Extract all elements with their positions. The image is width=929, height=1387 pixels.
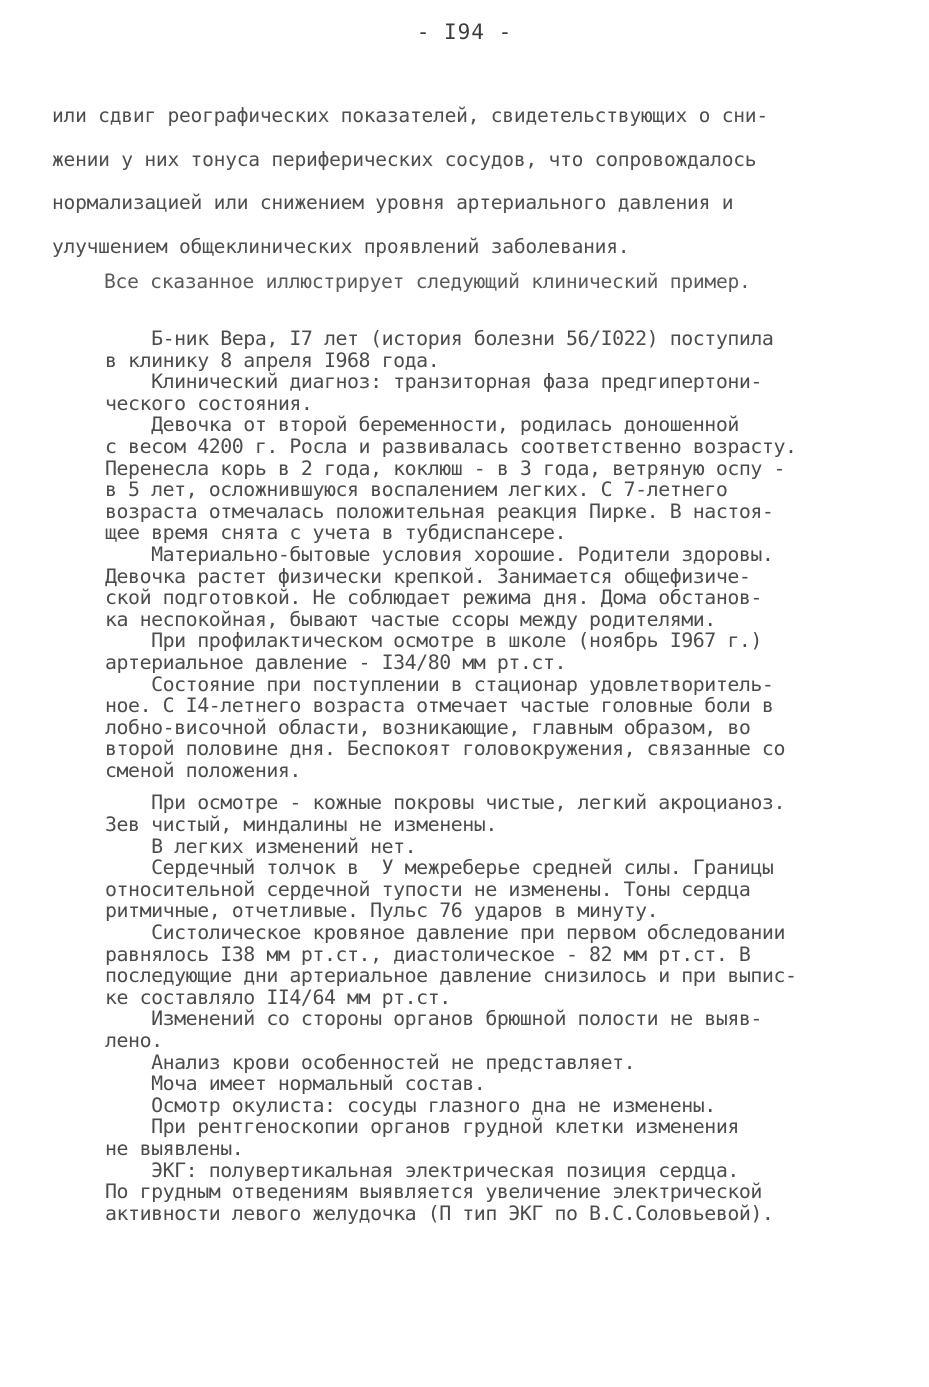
text-line: жении у них тонуса периферических сосудов, что сопровождалось [52, 147, 757, 171]
case-text-line: При профилактическом осмотре в школе (ноябрь I967 г.) [105, 629, 762, 653]
text-line: нормализацией или снижением уровня артериального давления и [52, 191, 734, 214]
case-text-line: последующие дни артериальное давление снизилось и при выпис- [105, 964, 797, 988]
case-text-line: ке составляло II4/64 мм рт.ст. [105, 985, 451, 1009]
case-text-line: лено. [105, 1029, 163, 1052]
case-text-line: ное. С I4-летнего возраста отмечает частые головные боли в [105, 694, 774, 718]
case-text-line: в 5 лет, осложнившуюся воспалением легких. С 7-летнего [105, 478, 728, 502]
case-text-line: второй половине дня. Беспокоят головокружения, связанные со [105, 737, 785, 761]
case-text-line: Осмотр окулиста: сосуды глазного дна не изменены. [105, 1093, 716, 1117]
case-text-line: ЭКГ: полувертикальная электрическая позиция сердца. [105, 1158, 739, 1182]
case-text-line: При осмотре - кожные покровы чистые, легкий акроцианоз. [105, 791, 785, 815]
case-text-line: Моча имеет нормальный состав. [105, 1072, 486, 1096]
case-text-line: Клинический диагноз: транзиторная фаза предгипертони- [105, 370, 762, 394]
case-text-line: Сердечный толчок в У межреберье средней силы. Границы [105, 856, 774, 880]
page-number: - I94 - [416, 20, 513, 44]
case-text-line: Изменений со стороны органов брюшной полости не выяв- [105, 1007, 762, 1031]
case-text-line: Систолическое кровяное давление при первом обследовании [105, 921, 785, 945]
case-text-line: Состояние при поступлении в стационар удовлетворитель- [105, 672, 774, 696]
case-text-line: сменой положения. [105, 758, 301, 782]
continuation-paragraph [52, 94, 892, 268]
case-text-line: ритмичные, отчетливые. Пульс 76 ударов в минуту. [105, 899, 659, 923]
case-text-line: артериальное давление - I34/80 мм рт.ст. [105, 650, 567, 674]
case-text-line: В легких изменений нет. [105, 834, 417, 858]
case-text-line: с весом 4200 г. Росла и развивалась соответственно возрасту. [105, 434, 797, 458]
case-text-line: Девочка от второй беременности, родилась доношенной [105, 413, 739, 437]
intro-sentence: Все сказанное иллюстрирует следующий клинический пример. [104, 270, 751, 293]
case-text-line: относительной сердечной тупости не изменены. Тоны сердца [105, 877, 751, 901]
case-text-line: При рентгеноскопии органов грудной клетки изменения [105, 1115, 739, 1139]
case-text-line: не выявлены. [105, 1136, 244, 1160]
case-text-line: щее время снята с учета в тубдиспансере. [105, 521, 567, 545]
case-text-line: ской подготовкой. Не соблюдает режима дня. Дома обстанов- [105, 586, 762, 610]
case-text-line: ка неспокойная, бывают частые ссоры между родителями. [105, 607, 716, 631]
text-line: улучшением общеклинических проявлений заболевания. [52, 234, 630, 258]
case-text-line: Девочка растет физически крепкой. Занимается общефизиче- [105, 564, 751, 588]
case-text-line: ческого состояния. [105, 391, 313, 415]
clinical-case-report [105, 328, 895, 1224]
case-text-line: Зев чистый, миндалины не изменены. [105, 813, 497, 837]
case-text-line: возраста отмечалась положительная реакция Пирке. В настоя- [105, 499, 774, 523]
case-text-line: Б-ник Вера, I7 лет (история болезни 56/I022) поступила [105, 327, 774, 350]
case-text-line: равнялось I38 мм рт.ст., диастолическое - 82 мм рт.ст. В [105, 942, 751, 966]
case-text-line: Анализ крови особенностей не представляет. [105, 1050, 636, 1074]
text-line: или сдвиг реографических показателей, свидетельствующих о сни- [52, 104, 768, 127]
case-text-line: лобно-височной области, возникающие, главным образом, во [105, 715, 751, 739]
case-text-line: Перенесла корь в 2 года, коклюш - в 3 года, ветряную оспу - [105, 456, 785, 480]
case-text-line: По грудным отведениям выявляется увеличение электрической [105, 1180, 762, 1204]
case-text-line: активности левого желудочка (П тип ЭКГ по В.С.Соловьевой). [105, 1201, 774, 1225]
case-text-line: Материально-бытовые условия хорошие. Родители здоровы. [105, 542, 774, 566]
case-text-line: в клинику 8 апреля I968 года. [105, 348, 440, 372]
